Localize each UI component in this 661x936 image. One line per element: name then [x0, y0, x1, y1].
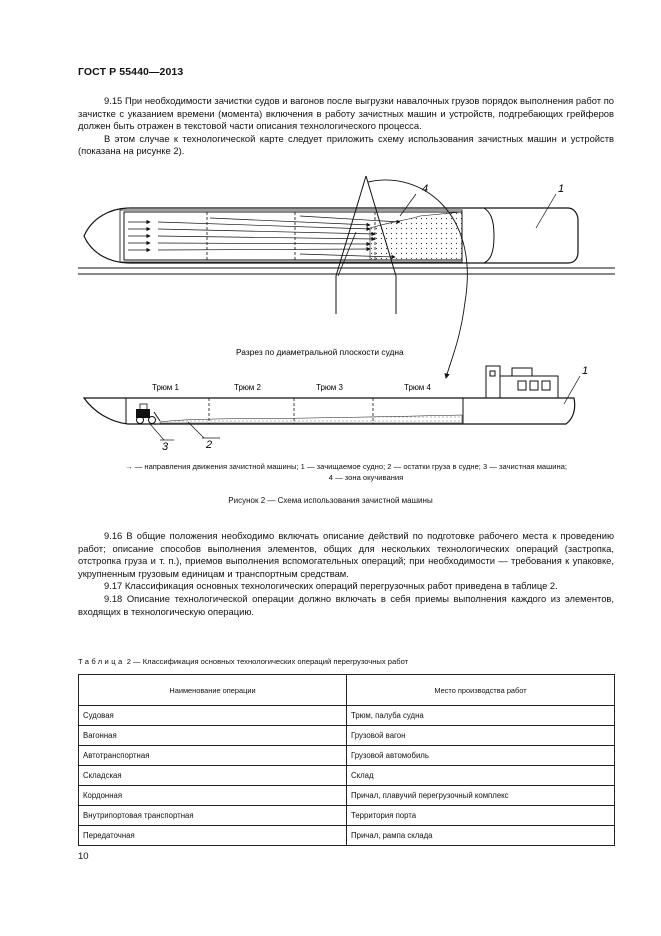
- ship-superstructure-side: [486, 366, 558, 398]
- table-cell: Территория порта: [347, 806, 615, 826]
- document-header: ГОСТ Р 55440—2013: [78, 66, 184, 78]
- table-cell: Склад: [347, 766, 615, 786]
- paragraph-9-15: 9.15 При необходимости зачистки судов и вагонов после выгрузки навалочных грузов порядок выполнения работ по зачистке с указанием времени (момента) включения в работу зачистных машин и устройств, подгребающих грейферов должен быть отражен в текстовой части описания технологического процесса.: [78, 95, 614, 132]
- legend-line-2: 4 — зона окучивания: [328, 472, 404, 482]
- table-cell: Судовая: [79, 706, 347, 726]
- callout-3: 3: [162, 441, 169, 453]
- hold-label-4: Трюм 4: [404, 383, 431, 392]
- figure-legend: [78, 462, 614, 483]
- column-header-operation-name: Наименование операции: [79, 675, 347, 706]
- paragraph-9-16: 9.16 В общие положения необходимо включать описание действий по подготовке рабочего места к проведению работ; описание способов выполнения элементов, общих для нескольких технологических операций (застропка, отстропка груза и т. п.), приемов выполнения вспомогательных операций; при необходимости — требования к упаковке, укрупненным грузовым единицам и транспортным средствам.: [78, 530, 614, 579]
- table-row: [79, 706, 615, 726]
- callout-1-top: 1: [558, 183, 565, 195]
- figure-caption: Рисунок 2 — Схема использования зачистной машины: [228, 496, 433, 505]
- table-cell: Автотранспортная: [79, 746, 347, 766]
- table-cell: Трюм, палуба судна: [347, 706, 615, 726]
- callout-4: 4: [422, 183, 429, 195]
- table-row: [79, 786, 615, 806]
- cargo-residue-layer: [160, 415, 462, 423]
- callout-2: 2: [206, 439, 213, 451]
- grab-crane-gantry: [336, 176, 396, 314]
- movement-arrows: [128, 216, 400, 257]
- page-number: 10: [78, 851, 89, 862]
- table-row: [79, 826, 615, 846]
- callout-1-bottom: 1: [582, 365, 589, 377]
- hold-label-3: Трюм 3: [316, 383, 343, 392]
- hold-label-2: Трюм 2: [234, 383, 261, 392]
- table-cell: Причал, рампа склада: [347, 826, 615, 846]
- paragraph-9-18: 9.18 Описание технологической операции должно включать в себя приемы выполнения каждого из элементов, входящих в технологическую операцию.: [78, 592, 614, 617]
- table-cell: Причал, плавучий перегрузочный комплекс: [347, 786, 615, 806]
- paragraph-9-17: 9.17 Классификация основных технологических операций перегрузочных работ приведена в таблице 2.: [104, 580, 558, 592]
- legend-line-1: → — направления движения зачистной машины; 1 — зачищаемое судно; 2 — остатки груза в судне; 3 — зачистная машина;: [124, 462, 568, 471]
- figure-2-cleaning-scheme: [70, 172, 630, 462]
- table-row: [79, 746, 615, 766]
- table-caption-label: Таблица: [78, 657, 125, 666]
- table-caption-text: 2 — Классификация основных технологических операций перегрузочных работ: [126, 657, 409, 666]
- table-row: [79, 806, 615, 826]
- ship-superstructure-top-view: [484, 208, 494, 263]
- hold-label-1: Трюм 1: [152, 383, 179, 392]
- section-title: Разрез по диаметральной плоскости судна: [236, 347, 404, 357]
- sections-9-16-to-9-18: [78, 530, 614, 618]
- cleaning-machine-bulldozer: [136, 404, 160, 424]
- table-cell: Складская: [79, 766, 347, 786]
- section-9-15: [78, 95, 614, 158]
- table-cell: Грузовой вагон: [347, 726, 615, 746]
- table-2-caption: [78, 657, 408, 666]
- table-row: [79, 726, 615, 746]
- table-row: [79, 766, 615, 786]
- paragraph-9-15-continued: В этом случае к технологической карте следует приложить схему использования зачистных машин и устройств (показана на рисунке 2).: [78, 132, 614, 157]
- quay-lines: [78, 268, 615, 274]
- operations-classification-table: [78, 674, 615, 846]
- column-header-work-location: Место производства работ: [347, 675, 615, 706]
- table-cell: Грузовой автомобиль: [347, 746, 615, 766]
- table-cell: Кордонная: [79, 786, 347, 806]
- table-cell: Внутрипортовая транспортная: [79, 806, 347, 826]
- table-cell: Передаточная: [79, 826, 347, 846]
- table-cell: Вагонная: [79, 726, 347, 746]
